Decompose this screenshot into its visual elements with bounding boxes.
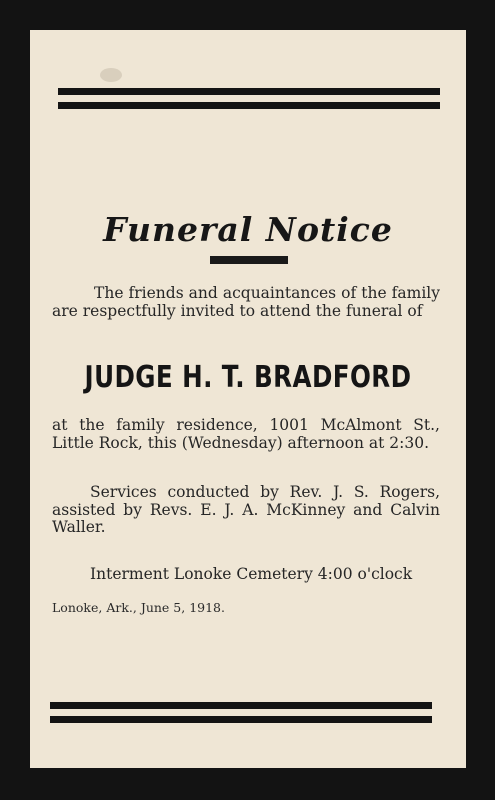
dateline: Lonoke, Ark., June 5, 1918.	[52, 600, 225, 615]
bottom-rule-1	[50, 702, 432, 709]
paper-stain	[100, 68, 122, 82]
residence-text: at the family residence, 1001 McAlmont St., Little Rock, this (Wednesday) afternoon at 2:30.	[52, 416, 440, 452]
deceased-name: JUDGE H. T. BRADFORD	[84, 360, 412, 395]
services-text: Services conducted by Rev. J. S. Rogers, assisted by Revs. E. J. A. McKinney and Calvin Waller.	[52, 483, 440, 536]
top-rule-1	[58, 88, 440, 95]
bottom-rule-2	[50, 716, 432, 723]
invitation-text: The friends and acquaintances of the family are respectfully invited to attend the funeral of	[52, 284, 440, 320]
interment-text: Interment Lonoke Cemetery 4:00 o'clock	[90, 565, 413, 583]
top-rule-2	[58, 102, 440, 109]
title-divider	[210, 256, 288, 264]
notice-paper	[30, 30, 466, 768]
notice-title: Funeral Notice	[103, 210, 393, 249]
